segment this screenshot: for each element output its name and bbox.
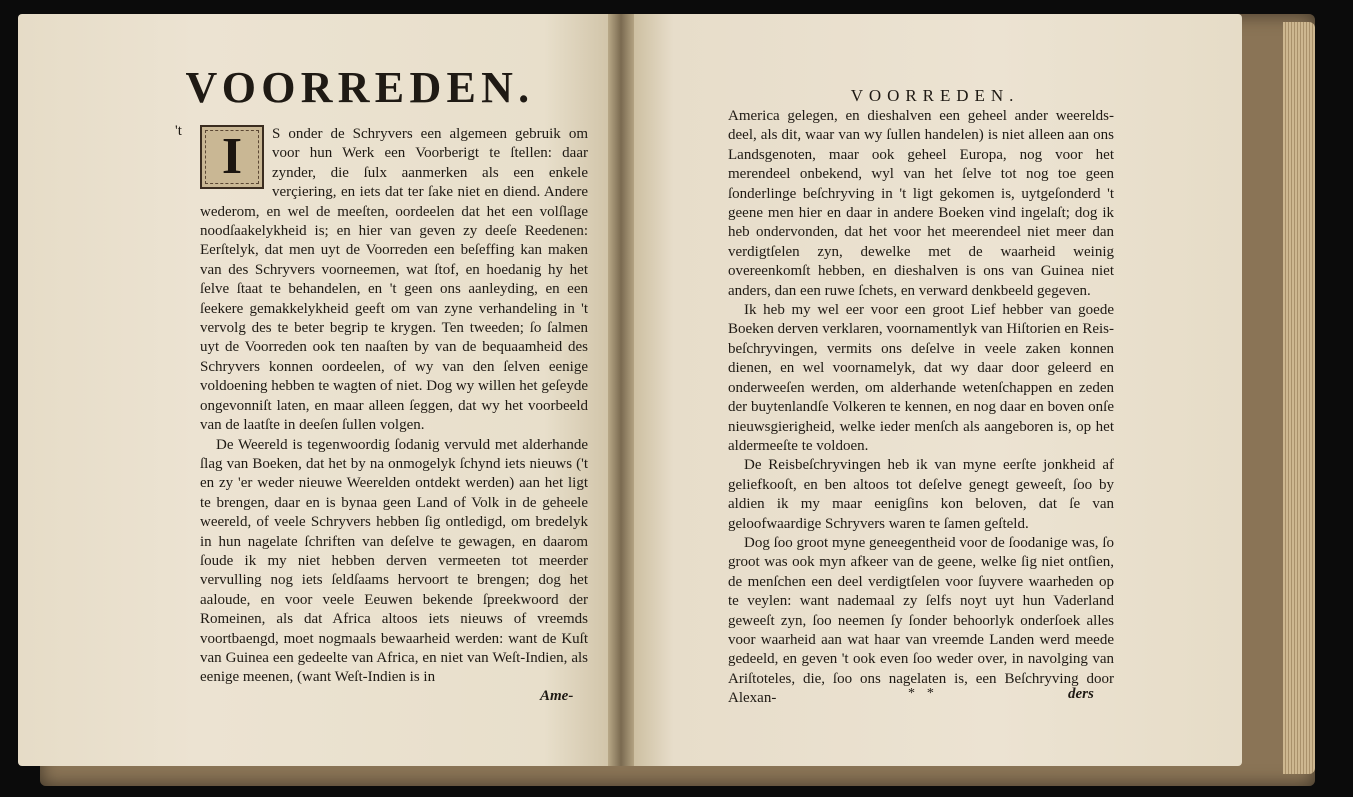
right-page-text (728, 107, 1114, 709)
right-catchword: ders (1068, 686, 1094, 702)
left-paragraph-2: De Weereld is tegenwoordig ſodanig vervuld met alderhande ſlag van Boeken, dat het by na onmogelyk ſchynd iets nieuws ('t en zy 'er weder nieuwe Weerelden ontdekt werden) aan het ligt te brengen, daar en is bynaa geen Land of Volk in de geheele weereld, of veele Schryvers hebben ſig ontledigd, om bredelyk in hun nagelate ſchriften van deſelve te gewagen, en daarom ſoude ik my niet hebben derven vermeeten tot meerder vervulling nog iets ſeldſaams hervoort te brengen; dog het aaloude, en voor veele Eeuwen bekende ſpreekwoord der Romeinen, als dat Africa altoos iets nieuws of vreemds voortbaengd, moet nogmaals bewaarheid werden: want de Kuſt van Guinea een gedeelte van Africa, en niet van Weſt-Indien, als eenige meenen, (want Weſt-Indien is in (200, 436, 588, 686)
right-paragraph-2: Ik heb my wel eer voor een groot Lief hebber van goede Boeken derven verklaren, voornamentlyk van Hiſtorien en Reis-beſchryvingen, vermits ons deſelve in veele zaken konnen dienen, en wel voornamelyk, dat wy daar door geleerd en onderweeſen werden, om alderhande wetenſchappen en zeden der buytenlandſe Volkeren te kennen, en nog daar en boven onſe nieuwsgierigheid, welke ieder menſch als aangeboren is, op het aldermeeſte te voldoen. (728, 302, 1114, 454)
right-page-heading: VOORREDEN. (850, 86, 1020, 105)
left-paragraph-1: S onder de Schryvers een algemeen gebruik om voor hun Werk een Voorberigt te ſtellen: daar zynder, die ſulx aanmerken als een enkele verçiering, en iets dat ter ſake niet en diend. Andere wederom, en wel de meeſten, oordeelen dat het een volſlage noodſaakelykheid is; en hier van geven zy deeſe Reedenen: Eerſtelyk, dat men uyt de Voorreden een beſeffing kan maken van des Schryvers voorneemen, wat ſtof, en hoedanig hy het ſelve ſtaat te behandelen, en 't geen ons aanleyding, en een ſeekere gemakkelykheid geeft om van zyne verhandeling in 't vervolg des te beter begrip te krygen. Ten tweeden; ſo ſalmen uyt de Voorreden ook ten naaſten by van de bequaamheid des Schryvers konnen oordeelen, of wy van den ſelven eenige voldoening hebben te wagten of niet. Dog wy willen het geſeyde ongevonniſt laten, en maar alleen ſeggen, dat wy het voorbeeld van de laatſte in deeſen ſullen volgen. (200, 126, 588, 434)
book-gutter (608, 14, 634, 766)
right-paragraph-1: America gelegen, en dieshalven een geheel ander weerelds-deel, als dit, waar van wy ſullen handelen) is niet alleen aan ons Landsgenoten, maar ook geheel Europa, nog voor het merendeel onbekend, wyl van het ſelve tot nog toe geen ſonderlinge beſchryving in 't ligt gekomen is, uytgeſonderd 't geene men hier en daar in andere Boeken vind ingelaſt; dog ik heb ondervonden, dat het voor het meerendeel niet meer dan verdigtſelen zyn, dewelke met de waarheid weinig overeenkomſt hebben, en dieshalven is ons van Guinea niet anders, dan een ruwe ſchets, en verward denkbeeld gegeven. (728, 108, 1114, 299)
left-page-heading: VOORREDEN. (185, 63, 535, 112)
decorated-initial: I (200, 125, 264, 189)
right-paragraph-4: Dog ſoo groot myne geneegentheid voor de ſoodanige was, ſo groot was ook myn afkeer van de geene, welke ſig niet ontſien, de menſchen een deel verdigtſelen voor ſuyvere waarheden op te veylen: want nademaal zy ſelfs noyt uyt hun Vaderland geweeſt zyn, ſoo neemen ſy ſonder behoorlyk onderſoek alles voor waarheid aan wat haar van vreemde Landen werd meede gedeeld, en geven 't ook even ſoo weder over, in navolging van Ariſtoteles, die, ſoo ons nagelaten is, een Beſchryving door Alexan- (728, 534, 1114, 707)
signature-mark: * * (908, 686, 939, 701)
page-edges (1283, 22, 1315, 774)
left-catchword: Ame- (540, 688, 574, 704)
left-page-prefix: 't (175, 123, 182, 139)
left-page-text (200, 125, 588, 688)
right-paragraph-3: De Reisbeſchryvingen heb ik van myne eerſte jonkheid af geliefkooſt, en ben altoos tot deſelve genegt geweeſt, ſoo by aldien ik my maar eenigſins kon beloven, dat ſe van geloofwaardige Schryvers waren te ſamen geſteld. (728, 457, 1114, 532)
